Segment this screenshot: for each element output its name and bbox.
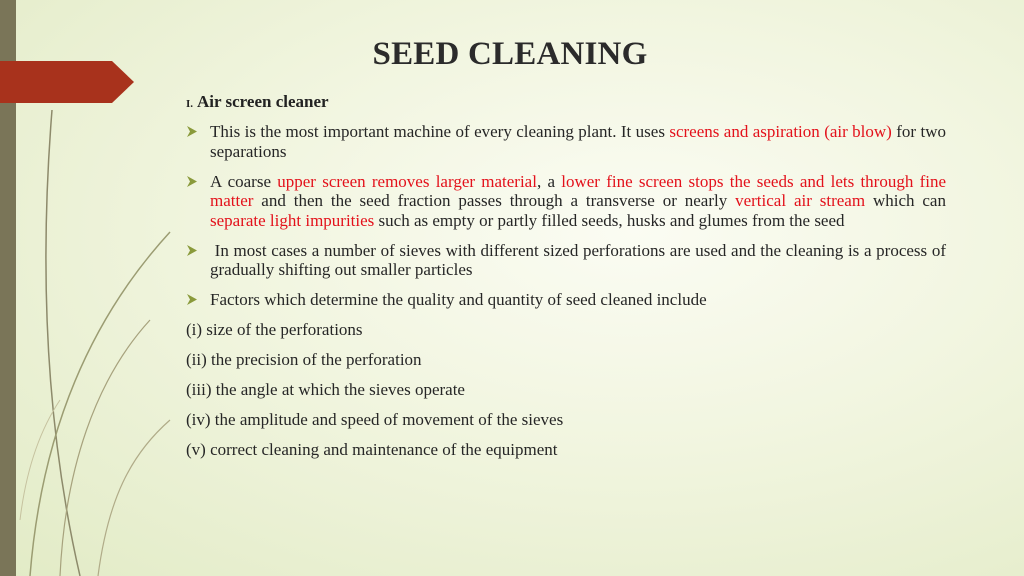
bullet-text: In most cases a number of sieves with different sized perforations are used and the cleaning is a process of gradually shifting out smaller particles xyxy=(210,240,946,279)
slide-content xyxy=(186,122,946,470)
section-heading xyxy=(186,92,329,112)
accent-tab xyxy=(0,61,134,103)
bullet-text: A coarse xyxy=(210,171,278,191)
highlighted-text: screens and aspiration (air blow) xyxy=(669,122,892,141)
factor-item: (iv) the amplitude and speed of movement of the sieves xyxy=(186,410,564,429)
factor-list xyxy=(186,320,946,470)
factor-item: (ii) the precision of the perforation xyxy=(186,350,422,369)
bullet-list xyxy=(186,122,946,310)
highlighted-text: separate light impurities xyxy=(210,210,375,230)
bullet-item xyxy=(186,241,946,280)
arrow-bullet-icon xyxy=(186,293,198,306)
highlighted-text: vertical air stream xyxy=(735,191,866,210)
bullet-item xyxy=(186,290,946,310)
bullet-text: , a xyxy=(536,171,562,191)
arrow-bullet-icon xyxy=(186,244,198,257)
bullet-text: which can xyxy=(865,191,946,210)
bullet-text: Factors which determine the quality and quantity of seed cleaned include xyxy=(210,290,707,309)
section-heading-text: Air screen cleaner xyxy=(197,92,329,111)
bullet-text: such as empty or partly filled seeds, husks and glumes from the seed xyxy=(374,210,845,230)
factor-item: (i) size of the perforations xyxy=(186,320,363,339)
bullet-text: and then the seed fraction passes through a transverse or nearly xyxy=(253,191,736,210)
slide-title: SEED CLEANING xyxy=(372,36,648,72)
bullet-text: This is the most important machine of every cleaning plant. It uses xyxy=(210,122,670,141)
bullet-item xyxy=(186,122,946,161)
bullet-text: for two separations xyxy=(210,122,946,161)
arrow-bullet-icon xyxy=(186,125,198,138)
bullet-item xyxy=(186,172,946,231)
highlighted-text: lower fine screen stops the seeds and lets through fine matter xyxy=(210,171,947,210)
factor-item: (v) correct cleaning and maintenance of the equipment xyxy=(186,440,558,459)
section-number: I. xyxy=(186,98,194,110)
arrow-bullet-icon xyxy=(186,175,198,188)
highlighted-text: upper screen removes larger material xyxy=(277,171,537,191)
factor-item: (iii) the angle at which the sieves operate xyxy=(186,380,465,399)
